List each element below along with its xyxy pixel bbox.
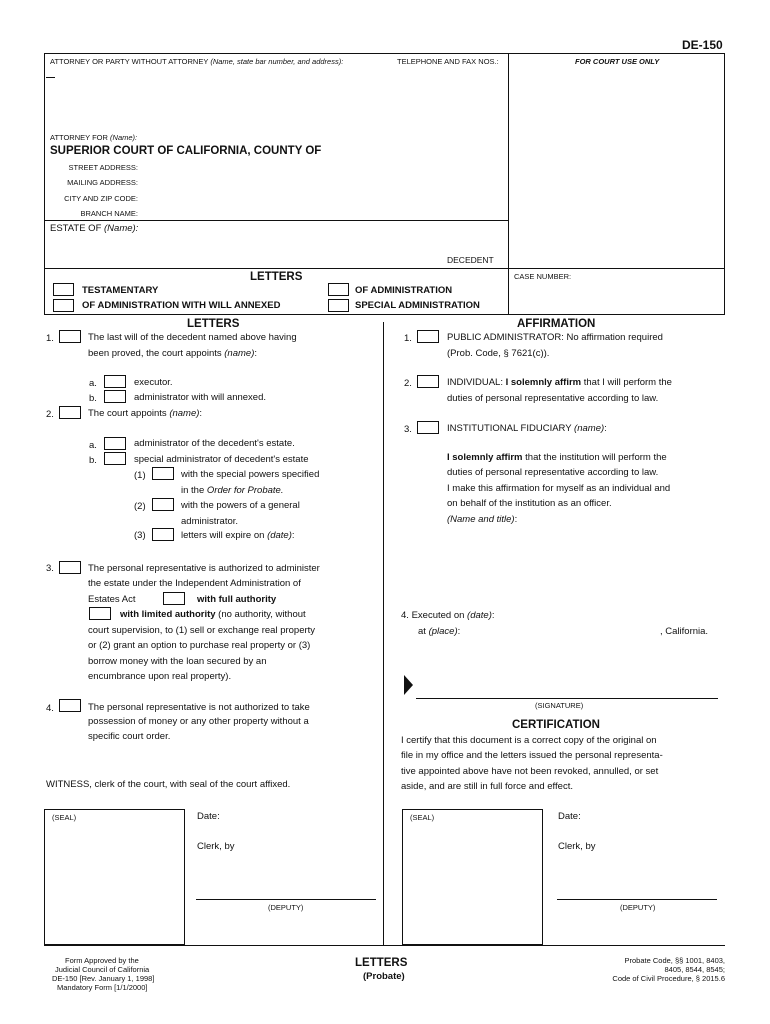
- letters-heading: LETTERS: [187, 318, 240, 330]
- caption-divider: [44, 268, 725, 269]
- attorney-tick: [46, 77, 55, 78]
- individual-line-1: INDIVIDUAL: I solemnly affirm that I will perform the: [447, 377, 672, 388]
- special-admin-checkbox[interactable]: [104, 452, 126, 465]
- attorney-for-label: ATTORNEY FOR (Name):: [50, 133, 138, 142]
- sub-1-number: (1): [134, 470, 146, 481]
- certification-line-3: tive appointed above have not been revoked, annulled, or set: [401, 766, 659, 777]
- limited-authority-checkbox[interactable]: [89, 607, 111, 620]
- branch-label: BRANCH NAME:: [80, 209, 138, 218]
- special-administration-label: SPECIAL ADMINISTRATION: [355, 300, 480, 311]
- institutional-line-1: INSTITUTIONAL FIDUCIARY (name):: [447, 423, 607, 434]
- left-deputy-line[interactable]: [196, 899, 376, 900]
- public-admin-checkbox[interactable]: [417, 330, 439, 343]
- footer-left-2: Judicial Council of California: [55, 965, 150, 974]
- certification-heading: CERTIFICATION: [512, 719, 600, 731]
- footer-subtitle: (Probate): [363, 971, 405, 982]
- item-2a-letter: a.: [89, 440, 97, 451]
- item-3-line-6: or (2) grant an option to purchase real property or (3): [88, 640, 311, 651]
- institutional-line-3: duties of personal representative according to law.: [447, 467, 659, 478]
- special-admin-label: special administrator of decedent's estate: [134, 454, 309, 465]
- expire-checkbox[interactable]: [152, 528, 174, 541]
- phone-label: TELEPHONE AND FAX NOS.:: [397, 57, 499, 66]
- street-label: STREET ADDRESS:: [68, 163, 138, 172]
- sub-3-number: (3): [134, 530, 146, 541]
- institutional-line-4: I make this affirmation for myself as an individual and: [447, 483, 671, 494]
- court-title: SUPERIOR COURT OF CALIFORNIA, COUNTY OF: [50, 145, 322, 157]
- expire-label: letters will expire on (date):: [181, 530, 295, 541]
- right-clerk-label: Clerk, by: [558, 841, 596, 852]
- right-deputy-label: (DEPUTY): [620, 903, 656, 912]
- executor-label: executor.: [134, 377, 173, 388]
- institutional-line-5: on behalf of the institution as an officer.: [447, 498, 612, 509]
- institutional-checkbox[interactable]: [417, 421, 439, 434]
- place-line: at (place):: [418, 626, 461, 637]
- individual-line-2: duties of personal representative according to law.: [447, 393, 659, 404]
- limited-authority-label: with limited authority (no authority, without: [120, 609, 306, 620]
- california-label: , California.: [660, 626, 709, 637]
- left-deputy-label: (DEPUTY): [268, 903, 304, 912]
- item-4-checkbox[interactable]: [59, 699, 81, 712]
- item-1-line-2: been proved, the court appoints (name):: [88, 348, 257, 359]
- item-3-line-7: borrow money with the loan secured by an: [88, 656, 267, 667]
- right-seal-label: (SEAL): [410, 813, 435, 822]
- institutional-line-2: I solemnly affirm that the institution will perform the: [447, 452, 667, 463]
- admin-will-checkbox[interactable]: [104, 390, 126, 403]
- case-number-label: CASE NUMBER:: [514, 272, 572, 281]
- sub-2-number: (2): [134, 501, 146, 512]
- left-clerk-label: Clerk, by: [197, 841, 235, 852]
- item-4-line-2: possession of money or any other property without a: [88, 716, 309, 727]
- right-deputy-line[interactable]: [557, 899, 717, 900]
- footer-left-3: DE-150 [Rev. January 1, 1998]: [52, 974, 155, 983]
- footer-title: LETTERS: [355, 957, 408, 969]
- special-powers-checkbox[interactable]: [152, 467, 174, 480]
- admin-will-label: administrator with will annexed.: [134, 392, 267, 403]
- signature-line[interactable]: [416, 698, 718, 699]
- footer-right-2: 8405, 8544, 8545;: [664, 965, 725, 974]
- executor-checkbox[interactable]: [104, 375, 126, 388]
- full-authority-checkbox[interactable]: [163, 592, 185, 605]
- item-4-line-3: specific court order.: [88, 731, 171, 742]
- aff-2-number: 2.: [404, 378, 412, 389]
- of-administration-label: OF ADMINISTRATION: [355, 285, 453, 296]
- footer-left-4: Mandatory Form [1/1/2000]: [57, 983, 148, 992]
- item-2-line-1: The court appoints (name):: [88, 408, 203, 419]
- estate-label: ESTATE OF (Name):: [50, 223, 139, 234]
- item-4-line-1: The personal representative is not authorized to take: [88, 702, 310, 713]
- item-3-line-1: The personal representative is authorized to administer: [88, 563, 320, 574]
- certification-line-4: aside, and are still in full force and effect.: [401, 781, 573, 792]
- testamentary-label: TESTAMENTARY: [82, 285, 159, 296]
- footer-right-1: Probate Code, §§ 1001, 8403,: [624, 956, 725, 965]
- court-use-label: FOR COURT USE ONLY: [575, 57, 660, 66]
- aff-3-number: 3.: [404, 424, 412, 435]
- general-powers-checkbox[interactable]: [152, 498, 174, 511]
- item-3-line-2: the estate under the Independent Administration of: [88, 578, 301, 589]
- testamentary-checkbox[interactable]: [53, 283, 74, 296]
- footer-right-3: Code of Civil Procedure, § 2015.6: [612, 974, 725, 983]
- item-2b-letter: b.: [89, 455, 97, 466]
- footer-left-1: Form Approved by the: [65, 956, 139, 965]
- item-3-line-5: court supervision, to (1) sell or exchange real property: [88, 625, 316, 636]
- witness-text: WITNESS, clerk of the court, with seal of the court affixed.: [46, 779, 291, 790]
- admin-estate-checkbox[interactable]: [104, 437, 126, 450]
- item-1a-letter: a.: [89, 378, 97, 389]
- item-3-line-3: Estates Act: [88, 594, 136, 605]
- certification-line-2: file in my office and the letters issued the personal representa-: [401, 750, 663, 761]
- footer-divider: [44, 945, 725, 946]
- of-administration-checkbox[interactable]: [328, 283, 349, 296]
- attorney-label: ATTORNEY OR PARTY WITHOUT ATTORNEY (Name, state bar number, and address):: [50, 57, 344, 66]
- form-number: DE-150: [682, 38, 723, 52]
- attorney-input[interactable]: [48, 68, 504, 128]
- item-1-line-1: The last will of the decedent named above having: [88, 332, 297, 343]
- with-will-label: OF ADMINISTRATION WITH WILL ANNEXED: [82, 300, 281, 311]
- signature-label: (SIGNATURE): [535, 701, 584, 710]
- caption-title: LETTERS: [250, 271, 303, 283]
- general-powers-line-2: administrator.: [181, 516, 239, 527]
- decedent-label: DECEDENT: [447, 255, 494, 265]
- certification-line-1: I certify that this document is a correct copy of the original on: [401, 735, 657, 746]
- column-divider: [383, 322, 384, 945]
- general-powers-line-1: with the powers of a general: [181, 500, 300, 511]
- item-4-number: 4.: [46, 703, 54, 714]
- item-3-number: 3.: [46, 563, 54, 574]
- individual-checkbox[interactable]: [417, 375, 439, 388]
- item-1-checkbox[interactable]: [59, 330, 81, 343]
- admin-estate-label: administrator of the decedent's estate.: [134, 438, 295, 449]
- court-use-divider: [508, 53, 509, 315]
- mailing-label: MAILING ADDRESS:: [67, 178, 138, 187]
- aff-1-number: 1.: [404, 333, 412, 344]
- special-powers-line-2: in the Order for Probate.: [181, 485, 284, 496]
- with-will-checkbox[interactable]: [53, 299, 74, 312]
- special-administration-checkbox[interactable]: [328, 299, 349, 312]
- item-3-checkbox[interactable]: [59, 561, 81, 574]
- item-1-number: 1.: [46, 333, 54, 344]
- institutional-line-6: (Name and title):: [447, 514, 518, 525]
- full-authority-label: with full authority: [197, 594, 277, 605]
- public-admin-line-2: (Prob. Code, § 7621(c)).: [447, 348, 550, 359]
- item-3-line-8: encumbrance upon real property).: [88, 671, 232, 682]
- public-admin-line-1: PUBLIC ADMINISTRATOR: No affirmation required: [447, 332, 663, 343]
- item-2-checkbox[interactable]: [59, 406, 81, 419]
- special-powers-line-1: with the special powers specified: [181, 469, 320, 480]
- item-2-number: 2.: [46, 409, 54, 420]
- estate-divider: [44, 220, 508, 221]
- right-date-label: Date:: [558, 811, 581, 822]
- right-seal-box: [402, 809, 543, 945]
- city-label: CITY AND ZIP CODE:: [64, 194, 138, 203]
- signature-arrow-icon: [404, 675, 413, 695]
- affirmation-heading: AFFIRMATION: [517, 318, 596, 330]
- left-date-label: Date:: [197, 811, 220, 822]
- executed-line: 4. Executed on (date):: [401, 610, 495, 621]
- left-seal-box: [44, 809, 185, 945]
- item-1b-letter: b.: [89, 393, 97, 404]
- left-seal-label: (SEAL): [52, 813, 77, 822]
